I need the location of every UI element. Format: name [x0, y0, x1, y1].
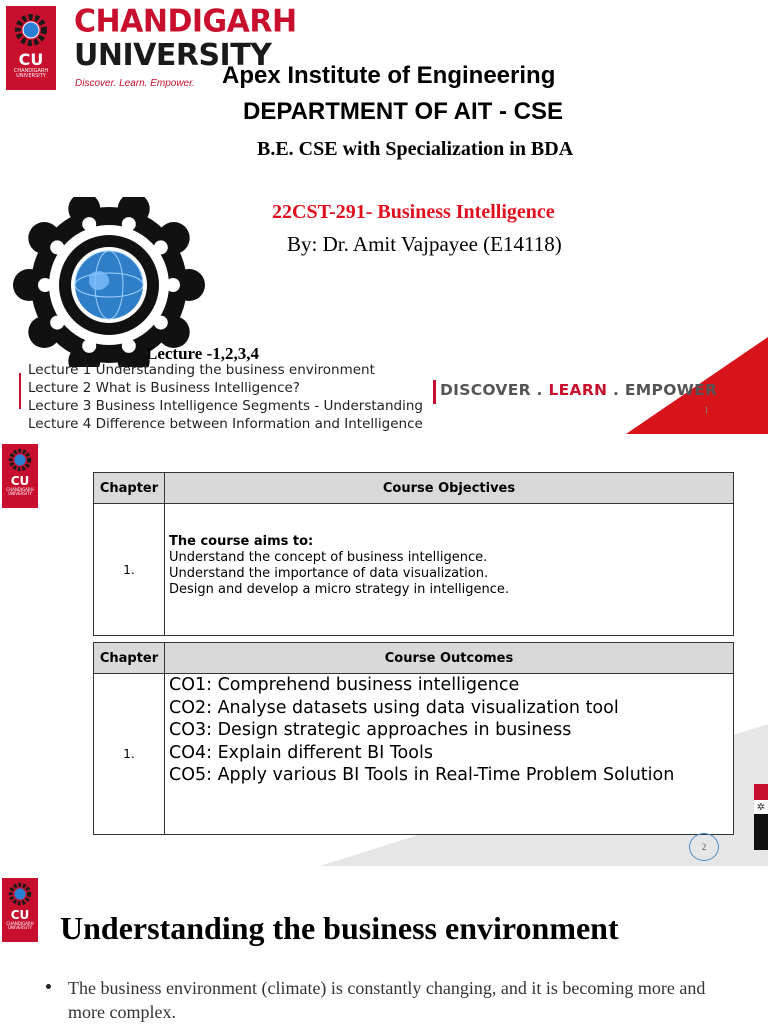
cu-badge-sub2: UNIVERSITY: [8, 491, 32, 496]
objective-item: Understand the concept of business intelligence.: [169, 550, 488, 565]
chapter-cell: 1.: [94, 674, 165, 835]
page-number: 2: [701, 842, 707, 852]
outcomes-table: [93, 642, 734, 835]
brand-tagline: Discover. Learn. Empower.: [75, 78, 195, 89]
cu-badge-sub2: UNIVERSITY: [8, 925, 32, 930]
gear-globe-icon: [6, 197, 212, 367]
slogan-learn: LEARN: [548, 381, 608, 399]
objective-item: Understand the importance of data visualization.: [169, 566, 489, 581]
objectives-cell: [165, 504, 734, 636]
outcome-item: CO3: Design strategic approaches in business: [169, 720, 572, 740]
slide-title: Understanding the business environment: [60, 910, 619, 946]
lecture-item: Lecture 4 Difference between Information and Intelligence: [28, 416, 423, 432]
objective-item: Design and develop a micro strategy in intelligence.: [169, 582, 510, 597]
lecture-item: Lecture 1 Understanding the business environment: [28, 362, 375, 378]
slogan-empower: EMPOWER: [624, 381, 718, 399]
cu-badge-sub1: CHANDIGARH: [13, 68, 49, 74]
brand-name-line1: CHANDIGARH: [74, 3, 297, 40]
lecture-heading: Lecture -1,2,3,4: [146, 344, 259, 363]
lecture-list: [28, 361, 423, 433]
university-logo: [2, 878, 38, 942]
lecture-accent-bar: [19, 373, 21, 409]
cu-badge-sub2: UNIVERSITY: [16, 73, 46, 79]
program-title: B.E. CSE with Specialization in BDA: [257, 138, 574, 160]
slogan-accent-bar: [433, 380, 436, 404]
col-header-outcomes: Course Outcomes: [165, 643, 734, 674]
page-number: 1: [704, 405, 709, 415]
objectives-lead: The course aims to:: [169, 534, 314, 549]
table-row: [94, 674, 734, 835]
brand-name-line2: UNIVERSITY: [74, 38, 272, 73]
university-logo: [2, 444, 38, 508]
col-header-objectives: Course Objectives: [165, 473, 734, 504]
cu-badge-text: CU: [10, 908, 30, 922]
gear-icon: ✲: [754, 800, 768, 814]
table-row: [94, 504, 734, 636]
lecture-item: Lecture 2 What is Business Intelligence?: [28, 380, 300, 396]
edge-logo: [754, 784, 768, 850]
table-header-row: [94, 473, 734, 504]
slogan-discover: DISCOVER: [440, 381, 531, 399]
author-line: By: Dr. Amit Vajpayee (E14118): [287, 232, 562, 256]
outcome-item: CO1: Comprehend business intelligence: [169, 675, 520, 695]
col-header-chapter: Chapter: [94, 643, 165, 674]
outcome-item: CO5: Apply various BI Tools in Real-Time Problem Solution: [169, 765, 675, 785]
outcome-item: CO2: Analyse datasets using data visualization tool: [169, 697, 619, 718]
slogan: [440, 381, 717, 399]
department-title: DEPARTMENT OF AIT - CSE: [243, 98, 563, 125]
gear-logo-icon: [6, 446, 34, 474]
table-header-row: [94, 643, 734, 674]
university-logo: [6, 6, 56, 90]
gear-logo-icon: [6, 880, 34, 908]
course-title: 22CST-291- Business Intelligence: [272, 201, 555, 223]
cu-badge-sub1: CHANDIGARH: [6, 487, 34, 492]
cu-badge-text: CU: [10, 474, 30, 488]
lecture-item: Lecture 3 Business Intelligence Segments - Understanding: [28, 398, 423, 414]
bullet-dot: [46, 984, 51, 989]
title-slide: [0, 0, 768, 434]
cu-badge-sub1: CHANDIGARH: [6, 921, 34, 926]
slogan-sep: .: [607, 381, 625, 399]
page-number-circle: [689, 833, 719, 861]
institute-title: Apex Institute of Engineering: [222, 62, 556, 89]
content-slide: [0, 866, 768, 1024]
outcomes-cell: [165, 674, 734, 835]
objectives-table: [93, 472, 734, 636]
col-header-chapter: Chapter: [94, 473, 165, 504]
slogan-sep: .: [530, 381, 549, 399]
cu-badge-text: CU: [18, 50, 44, 69]
objectives-slide: [0, 434, 768, 866]
bullet-text: The business environment (climate) is constantly changing, and it is becoming more and more complex.: [68, 978, 706, 1022]
chapter-cell: 1.: [94, 504, 165, 636]
gear-logo-icon: [11, 10, 51, 50]
outcome-item: CO4: Explain different BI Tools: [169, 742, 433, 763]
